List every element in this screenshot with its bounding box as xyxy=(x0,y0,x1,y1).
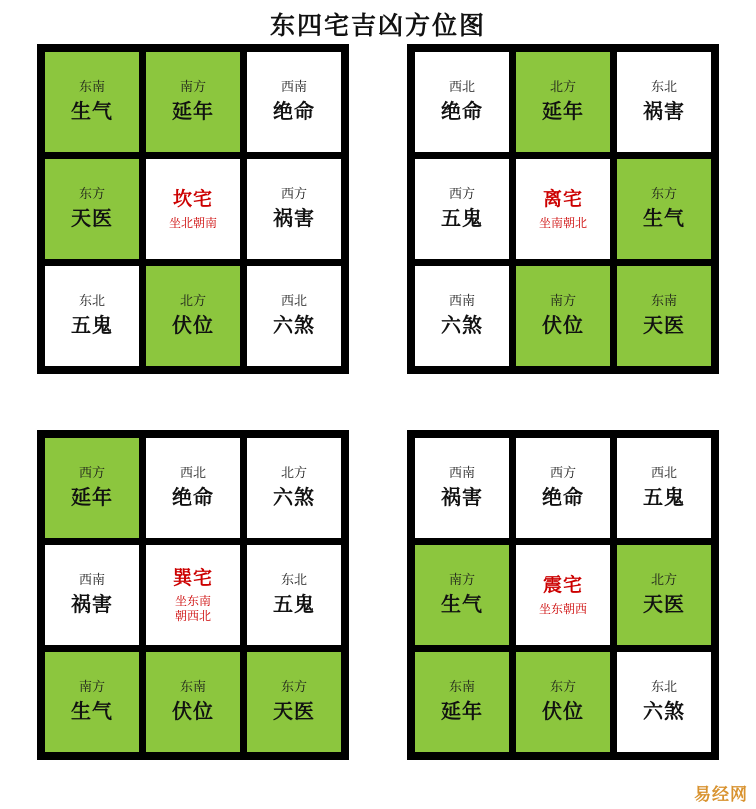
grid-cell xyxy=(45,266,139,366)
page-title: 东四宅吉凶方位图 xyxy=(269,13,486,40)
grid-cell xyxy=(415,266,509,366)
cell-star-name: 生气 xyxy=(643,207,685,230)
grid-cell xyxy=(617,159,711,259)
grid-cell xyxy=(247,438,341,538)
cell-direction-label: 西北 xyxy=(179,465,206,481)
cell-star-name: 祸害 xyxy=(441,486,483,509)
cell-star-name: 天医 xyxy=(273,700,315,723)
bagua-grid-kan-zhai xyxy=(37,44,349,374)
cell-star-name: 生气 xyxy=(71,100,113,123)
grid-center-cell xyxy=(516,545,610,645)
cell-direction-label: 南方 xyxy=(179,79,206,95)
cell-direction-label: 东南 xyxy=(448,679,475,695)
cell-star-name: 六煞 xyxy=(643,700,685,723)
grid-cell xyxy=(617,438,711,538)
cell-star-name: 天医 xyxy=(643,314,685,337)
grid-cell xyxy=(415,438,509,538)
grid-row-top xyxy=(0,44,756,374)
cell-star-name: 生气 xyxy=(71,700,113,723)
cell-star-name: 绝命 xyxy=(273,100,315,123)
grid-cell xyxy=(45,652,139,752)
grid-cell xyxy=(247,545,341,645)
cell-house-name: 离宅 xyxy=(542,189,583,211)
grid-center-cell xyxy=(146,545,240,645)
grid-cell xyxy=(516,266,610,366)
cell-direction-label: 东方 xyxy=(280,679,307,695)
cell-direction-label: 北方 xyxy=(549,79,576,95)
grid-cell xyxy=(415,652,509,752)
cell-direction-label: 西方 xyxy=(78,465,105,481)
cell-star-name: 天医 xyxy=(71,207,113,230)
cell-star-name: 生气 xyxy=(441,593,483,616)
cell-direction-label: 东北 xyxy=(78,293,105,309)
cell-direction-label: 东北 xyxy=(280,572,307,588)
grid-cell xyxy=(617,545,711,645)
grid-cell xyxy=(617,652,711,752)
cell-star-name: 五鬼 xyxy=(441,207,483,230)
grid-cell xyxy=(45,438,139,538)
grid-cell xyxy=(146,438,240,538)
cell-star-name: 伏位 xyxy=(172,314,214,337)
cell-direction-label: 东方 xyxy=(650,186,677,202)
grid-center-cell xyxy=(146,159,240,259)
cell-star-name: 五鬼 xyxy=(71,314,113,337)
cell-star-name: 祸害 xyxy=(273,207,315,230)
grid-cell xyxy=(247,52,341,152)
cell-star-name: 伏位 xyxy=(542,314,584,337)
cell-direction-label: 西南 xyxy=(280,79,307,95)
grid-cell xyxy=(45,545,139,645)
bagua-grids-container xyxy=(0,44,756,760)
cell-direction-label: 北方 xyxy=(179,293,206,309)
grid-cell xyxy=(247,652,341,752)
grid-cell xyxy=(415,52,509,152)
bagua-grid-zhen-zhai xyxy=(407,430,719,760)
cell-star-name: 六煞 xyxy=(273,314,315,337)
cell-star-name: 伏位 xyxy=(172,700,214,723)
cell-direction-label: 东南 xyxy=(650,293,677,309)
grid-cell xyxy=(247,159,341,259)
cell-star-name: 祸害 xyxy=(71,593,113,616)
cell-direction-label: 东北 xyxy=(650,679,677,695)
grid-cell xyxy=(415,545,509,645)
cell-orientation-label: 坐南朝北 xyxy=(538,215,587,230)
cell-direction-label: 西方 xyxy=(549,465,576,481)
cell-star-name: 绝命 xyxy=(542,486,584,509)
grid-row-bottom xyxy=(0,430,756,760)
grid-cell xyxy=(45,52,139,152)
grid-cell xyxy=(247,266,341,366)
cell-direction-label: 西南 xyxy=(78,572,105,588)
cell-direction-label: 东方 xyxy=(78,186,105,202)
cell-house-name: 震宅 xyxy=(542,575,583,597)
bagua-grid-xun-zhai xyxy=(37,430,349,760)
cell-star-name: 五鬼 xyxy=(643,486,685,509)
grid-cell xyxy=(45,159,139,259)
cell-star-name: 六煞 xyxy=(273,486,315,509)
cell-star-name: 延年 xyxy=(71,486,113,509)
cell-orientation-label: 坐北朝南 xyxy=(168,215,217,230)
grid-center-cell xyxy=(516,159,610,259)
grid-cell xyxy=(415,159,509,259)
cell-direction-label: 东方 xyxy=(549,679,576,695)
cell-direction-label: 西北 xyxy=(650,465,677,481)
cell-direction-label: 西北 xyxy=(280,293,307,309)
cell-direction-label: 东南 xyxy=(179,679,206,695)
watermark: 易经网 xyxy=(694,785,748,804)
cell-star-name: 祸害 xyxy=(643,100,685,123)
grid-cell xyxy=(516,52,610,152)
cell-star-name: 五鬼 xyxy=(273,593,315,616)
cell-direction-label: 西方 xyxy=(448,186,475,202)
cell-direction-label: 北方 xyxy=(280,465,307,481)
cell-star-name: 延年 xyxy=(441,700,483,723)
cell-direction-label: 南方 xyxy=(448,572,475,588)
cell-star-name: 绝命 xyxy=(172,486,214,509)
cell-direction-label: 东北 xyxy=(650,79,677,95)
grid-cell xyxy=(146,652,240,752)
grid-cell xyxy=(516,652,610,752)
grid-cell xyxy=(617,266,711,366)
cell-star-name: 伏位 xyxy=(542,700,584,723)
cell-direction-label: 西南 xyxy=(448,293,475,309)
cell-direction-label: 北方 xyxy=(650,572,677,588)
cell-direction-label: 西南 xyxy=(448,465,475,481)
cell-star-name: 延年 xyxy=(542,100,584,123)
cell-star-name: 天医 xyxy=(643,593,685,616)
cell-orientation-label: 坐东朝西 xyxy=(538,601,587,616)
cell-star-name: 延年 xyxy=(172,100,214,123)
grid-cell xyxy=(146,266,240,366)
cell-orientation-label: 坐东南 朝西北 xyxy=(174,594,211,624)
cell-direction-label: 东南 xyxy=(78,79,105,95)
cell-house-name: 巽宅 xyxy=(172,567,213,589)
bagua-grid-li-zhai xyxy=(407,44,719,374)
cell-house-name: 坎宅 xyxy=(172,189,213,211)
cell-star-name: 绝命 xyxy=(441,100,483,123)
cell-direction-label: 西北 xyxy=(448,79,475,95)
grid-cell xyxy=(516,438,610,538)
grid-cell xyxy=(617,52,711,152)
cell-direction-label: 西方 xyxy=(280,186,307,202)
cell-star-name: 六煞 xyxy=(441,314,483,337)
cell-direction-label: 南方 xyxy=(78,679,105,695)
grid-cell xyxy=(146,52,240,152)
cell-direction-label: 南方 xyxy=(549,293,576,309)
